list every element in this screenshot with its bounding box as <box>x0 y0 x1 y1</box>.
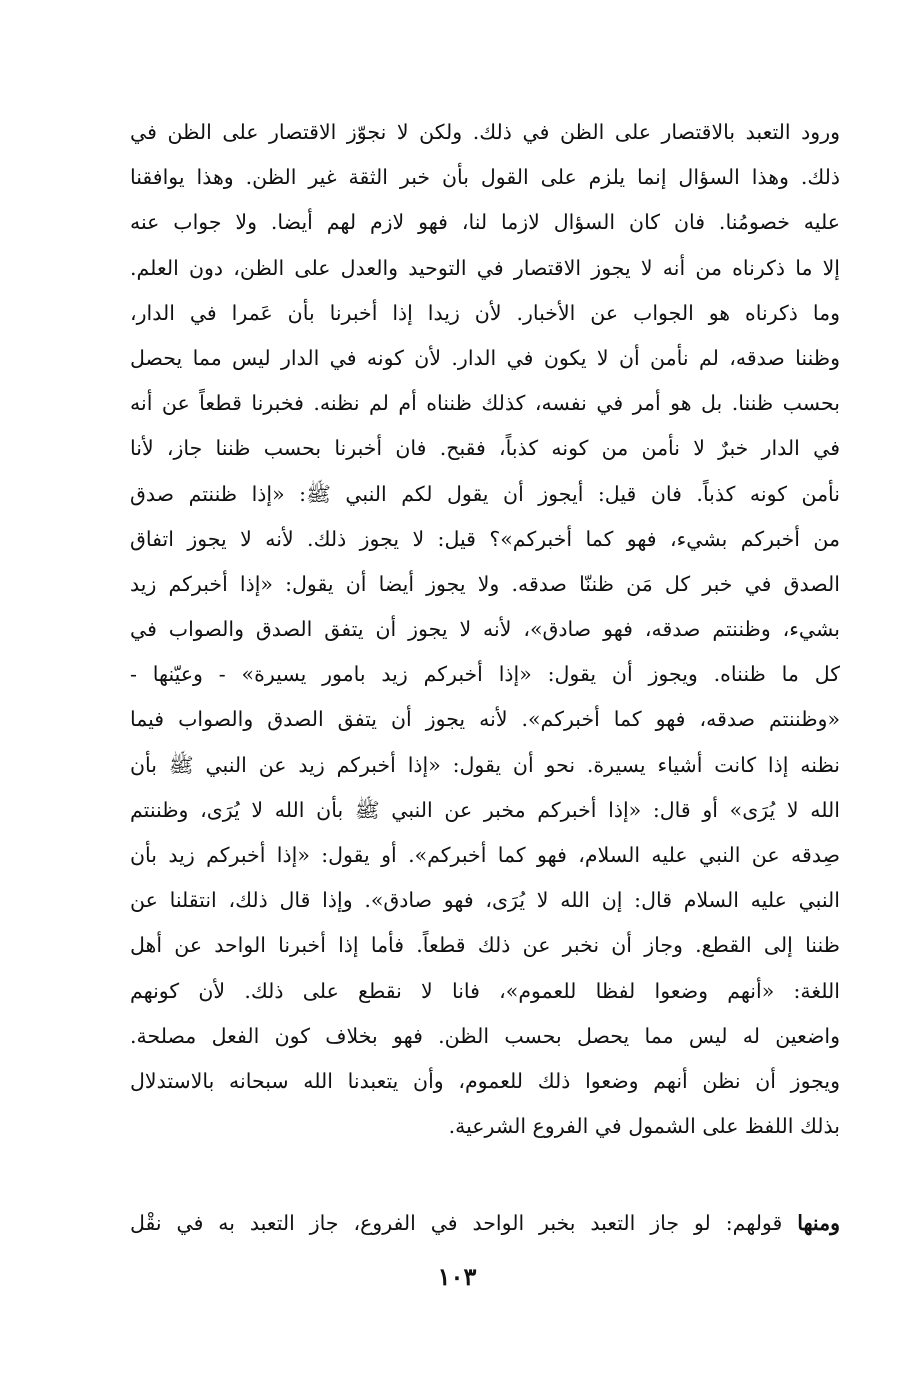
text-line: الله لا يُرَى» أو قال: «إذا أخبركم مخبر عن النبي ﷺ بأن الله لا يُرَى، وظننتم <box>130 797 840 822</box>
text-line: اللغة: «أنهم وضعوا لفظا للعموم»، فانا لا نقطع على ذلك. لأن كونهم <box>130 978 840 1003</box>
text-line: وما ذكرناه هو الجواب عن الأخبار. لأن زيدا إذا أخبرنا بأن عَمرا في الدار، <box>130 300 840 325</box>
text-line: ظننا إلى القطع. وجاز أن نخبر عن ذلك قطعاً. فأما إذا أخبرنا الواحد عن أهل <box>130 933 840 958</box>
text-line: ويجوز أن نظن أنهم وضعوا ذلك للعموم، وأن يتعبدنا الله سبحانه بالاستدلال <box>130 1068 840 1093</box>
text-line: بشيء، وظننتم صدقه، فهو صادق»، لأنه لا يجوز أن يتفق الصدق والصواب في <box>130 617 840 642</box>
main-paragraph <box>130 110 840 1149</box>
text-line: صِدقه عن النبي عليه السلام، فهو كما أخبركم». أو يقول: «إذا أخبركم زيد بأن <box>130 843 840 867</box>
text-line: النبي عليه السلام قال: إن الله لا يُرَى، فهو صادق». وإذا قال ذلك، انتقلنا عن <box>130 888 840 913</box>
text-line: كل ما ظنناه. ويجوز أن يقول: «إذا أخبركم زيد بامور يسيرة» - وعيّنها - <box>130 662 840 687</box>
text-line: بحسب ظننا. بل هو أمر في نفسه، كذلك ظنناه أم لم نظنه. فخبرنا قطعاً عن أنه <box>130 391 840 416</box>
next-paragraph <box>130 1200 840 1246</box>
text-line: ورود التعبد بالاقتصار على الظن في ذلك. ولكن لا نجوّز الاقتصار على الظن في <box>130 120 840 144</box>
text-line: ذلك. وهذا السؤال إنما يلزم على القول بأن خبر الثقة غير الظن. وهذا يوافقنا <box>130 165 840 190</box>
text-line: بذلك اللفظ على الشمول في الفروع الشرعية. <box>448 1114 840 1139</box>
text-line: نأمن كونه كذباً. فان قيل: أيجوز أن يقول لكم النبي ﷺ: «إذا ظننتم صدق <box>130 481 840 506</box>
text-line: عليه خصومُنا. فان كان السؤال لازما لنا، فهو لازم لهم أيضا. ولا جواب عنه <box>130 210 840 235</box>
paragraph-text: قولهم: لو جاز التعبد بخبر الواحد في الفروع، جاز التعبد به في نقْل <box>130 1211 798 1235</box>
text-line: إلا ما ذكرناه من أنه لا يجوز الاقتصار في التوحيد والعدل على الظن، دون العلم. <box>130 255 840 280</box>
text-line: وظننا صدقه، لم نأمن أن لا يكون في الدار. لأن كونه في الدار ليس مما يحصل <box>130 345 840 370</box>
text-line: في الدار خبرٌ لا نأمن من كونه كذباً، فقبح. فان أخبرنا بحسب ظننا جاز، لأنا <box>130 436 840 461</box>
text-line: نظنه إذا كانت أشياء يسيرة. نحو أن يقول: «إذا أخبركم زيد عن النبي ﷺ بأن <box>130 752 840 777</box>
text-line: واضعين له ليس مما يحصل بحسب الظن. فهو بخلاف كون الفعل مصلحة. <box>130 1023 840 1048</box>
text-line: الصدق في خبر كل مَن ظننّا صدقه. ولا يجوز أيضا أن يقول: «إذا أخبركم زيد <box>130 571 840 596</box>
page-number: ١٠٣ <box>437 1262 477 1291</box>
text-line: من أخبركم بشيء، فهو كما أخبركم»؟ قيل: لا يجوز ذلك. لأنه لا يجوز اتفاق <box>130 526 840 551</box>
text-line: «وظننتم صدقه، فهو كما أخبركم». لأنه يجوز أن يتفق الصدق والصواب فيما <box>130 707 840 732</box>
paragraph-lead-word: ومنها <box>797 1211 840 1235</box>
